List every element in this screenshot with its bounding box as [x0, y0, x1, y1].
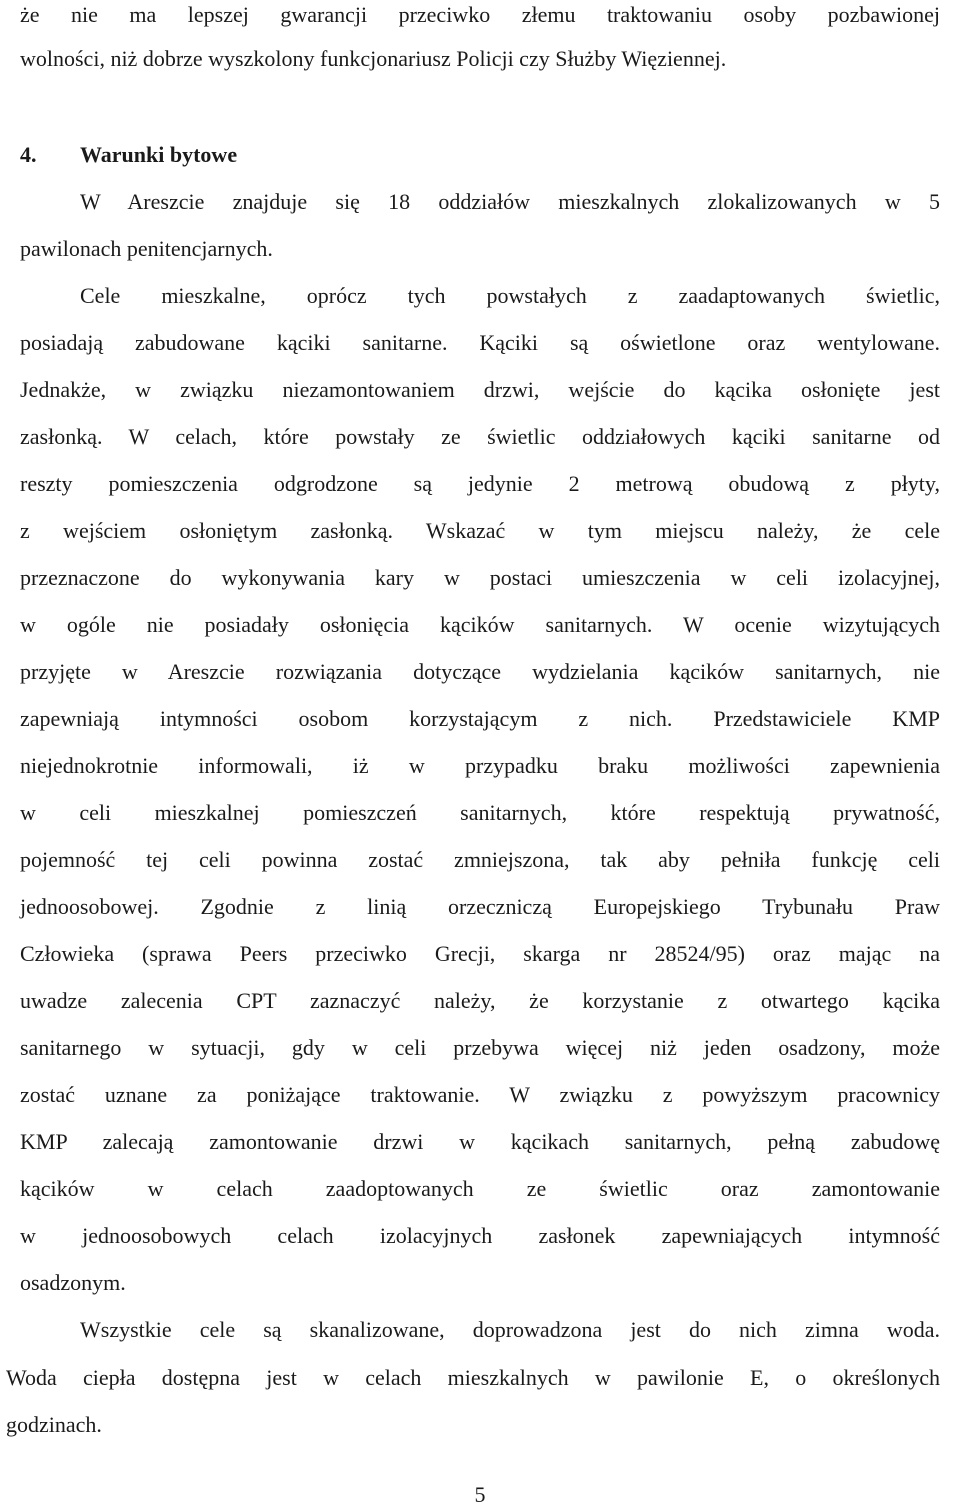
text-line: W Areszcie znajduje się 18 oddziałów mieszkalnych zlokalizowanych w 5 — [80, 189, 940, 214]
text-line: zasłonką. W celach, które powstały ze świetlic oddziałowych kąciki sanitarne od — [20, 424, 940, 449]
text-line: reszty pomieszczenia odgrodzone są jedynie 2 metrową obudową z płyty, — [20, 471, 940, 496]
text-line: Woda ciepła dostępna jest w celach mieszkalnych w pawilonie E, o określonych — [6, 1365, 940, 1390]
text-line: zapewniają intymności osobom korzystającym z nich. Przedstawiciele KMP — [20, 706, 940, 731]
text-line: w celi mieszkalnej pomieszczeń sanitarnych, które respektują prywatność, — [20, 800, 940, 825]
text-line: że nie ma lepszej gwarancji przeciwko złemu traktowaniu osoby pozbawionej — [20, 2, 940, 27]
text-line: w ogóle nie posiadały osłonięcia kącików sanitarnych. W ocenie wizytujących — [20, 612, 940, 637]
page-number: 5 — [474, 1482, 486, 1507]
text-line: przyjęte w Areszcie rozwiązania dotyczące wydzielania kącików sanitarnych, nie — [20, 659, 940, 684]
text-line: KMP zalecają zamontowanie drzwi w kącikach sanitarnych, pełną zabudowę — [20, 1129, 940, 1154]
text-line: osadzonym. — [20, 1270, 126, 1295]
text-line: Jednakże, w związku niezamontowaniem drzwi, wejście do kącika osłonięte jest — [20, 377, 940, 402]
text-line: godzinach. — [6, 1412, 102, 1437]
text-line: pawilonach penitencjarnych. — [20, 236, 273, 261]
text-line: uwadze zalecenia CPT zaznaczyć należy, że korzystanie z otwartego kącika — [20, 988, 940, 1013]
text-line: niejednokrotnie informowali, iż w przypadku braku możliwości zapewnienia — [20, 753, 940, 778]
text-line: posiadają zabudowane kąciki sanitarne. Kąciki są oświetlone oraz wentylowane. — [20, 330, 940, 355]
text-line: Wszystkie cele są skanalizowane, doprowadzona jest do nich zimna woda. — [80, 1317, 940, 1342]
text-line: jednoosobowej. Zgodnie z linią orzeczniczą Europejskiego Trybunału Praw — [20, 894, 940, 919]
text-line: wolności, niż dobrze wyszkolony funkcjonariusz Policji czy Służby Więziennej. — [20, 46, 727, 71]
section-number: 4. — [20, 142, 37, 167]
text-line: kącików w celach zaadoptowanych ze świetlic oraz zamontowanie — [20, 1176, 940, 1201]
section-title: Warunki bytowe — [80, 142, 238, 167]
text-line: przeznaczone do wykonywania kary w postaci umieszczenia w celi izolacyjnej, — [20, 565, 940, 590]
text-line: Człowieka (sprawa Peers przeciwko Grecji, skarga nr 28524/95) oraz mając na — [20, 941, 940, 966]
text-line: zostać uznane za poniżające traktowanie. W związku z powyższym pracownicy — [20, 1082, 940, 1107]
text-line: w jednoosobowych celach izolacyjnych zasłonek zapewniających intymność — [20, 1223, 940, 1248]
text-line: pojemność tej celi powinna zostać zmniejszona, tak aby pełniła funkcję celi — [20, 847, 940, 872]
text-line: Cele mieszkalne, oprócz tych powstałych z zaadaptowanych świetlic, — [80, 283, 940, 308]
text-line: sanitarnego w sytuacji, gdy w celi przebywa więcej niż jeden osadzony, może — [20, 1035, 940, 1060]
text-line: z wejściem osłoniętym zasłonką. Wskazać w tym miejscu należy, że cele — [20, 518, 940, 543]
